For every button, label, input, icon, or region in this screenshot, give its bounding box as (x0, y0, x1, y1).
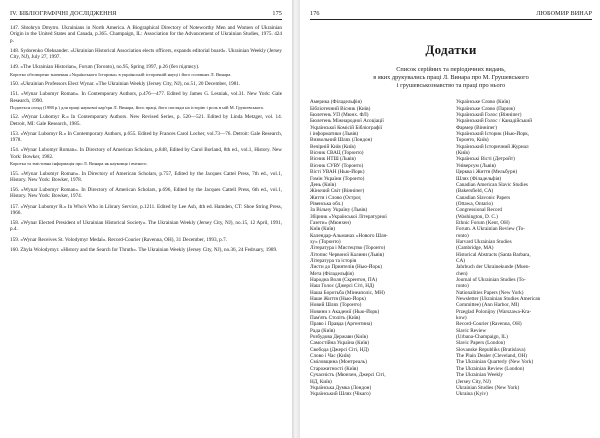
periodical-entry: Український Голос / Канадійський (456, 118, 532, 125)
periodical-entry: (Jersey City, NJ) (456, 378, 491, 385)
periodical-entry: Свобода (Джерсі Сіті, НД) (310, 346, 369, 353)
reference-number: 150. (10, 81, 20, 88)
periodical-entry: ху» (Торонто) (310, 238, 341, 245)
reference-number: 155. (10, 170, 20, 177)
periodical-entry: (Washington, D. C.) (456, 213, 498, 220)
periodicals-column-left (310, 99, 452, 397)
periodical-entry: День (Київ) (310, 181, 336, 188)
reference-annotation: Коротко обговорено значення «Українського Історика» в українській історичній науці і його головних Л. Винара. (10, 71, 232, 77)
periodical-entry: Новий Шлях (Торонто) (310, 302, 362, 309)
reference-text: «Ukrainian Professors Elect Wynar. «The Ukrainian Weekly (Jersey City, NJ), no.51, 20 December, 1981. (20, 81, 241, 88)
reference-number: 158. (10, 220, 20, 227)
periodical-entry: Record-Courier (Ravenna, OH) (456, 321, 522, 328)
periodical-entry: Historical Abstracts (Santa Barbara, (456, 251, 531, 258)
periodical-entry: Сміловщина (Монтреаль) (310, 359, 367, 366)
periodical-entry: Ukrainian Studies (New York) (456, 384, 520, 391)
reference-entry (10, 220, 282, 233)
reference-text: Sydorenko Oleksander. «Ukrainian Historical Association elects officers, expands editorial board». Ukrainian Weekly (Jersey City, NJ), July 27, 1997. (10, 47, 282, 60)
appendix-title: Додатки (425, 42, 477, 57)
periodical-entry: CA) (456, 257, 465, 264)
reference-entry (10, 147, 282, 166)
book-gutter (292, 0, 300, 438)
periodical-entry: Український Історичний Журнал (456, 143, 529, 150)
reference-text: «Wynar Lubomyr R.» In Contemporary Authors. New Revised Series, p. 520—521. Edited by Linda Metzger, vol. 14. Detroit, MI: Gale Research, 1985. (10, 114, 283, 127)
reference-entry (10, 131, 282, 144)
left-page (0, 0, 292, 438)
periodical-entry: ronto) (456, 283, 469, 290)
periodical-entry: Визвольний Шлях (Лондон) (310, 137, 373, 144)
section-title: IV. БІБЛІОГРАФІЧНІ ДОСЛІДЖЕННЯ (10, 10, 117, 17)
periodical-entry: Сучасність (Мюнхен, Джерсі Сіті, (310, 372, 386, 379)
periodical-entry: Slavic Papers (London) (456, 340, 505, 347)
periodical-entry: Українське Слово (Київ) (456, 99, 511, 106)
reference-entry (10, 91, 282, 110)
reference-entry (10, 204, 282, 217)
reference-number: 160. (10, 246, 20, 253)
periodical-entry: Київ (Київ) (310, 226, 336, 233)
reference-number: 154. (10, 147, 20, 154)
reference-number: 151. (10, 91, 20, 98)
intro-line: і грушевськознавство та праці про нього (396, 81, 506, 89)
right-running-header (310, 10, 592, 20)
periodical-entry: Українська Думка (Лондон) (310, 384, 372, 391)
periodical-entry: ronto) (456, 232, 469, 239)
reference-text: «Wynar Lubomyr Roman». In Directory of American Scholars, p.757, Edited by the Jacques Cattel Press, 7th ed., vol.1, History. New York: Bowker, 1978. (10, 170, 283, 183)
periodical-entry: Шлях (Філадельфія) (456, 175, 502, 182)
reference-text: «Wynar Elected President of Ukrainian Historical Society». The Ukrainian Weekly (Jersey City, NJ), no.15, 12 April, 1991, p.4. (10, 220, 282, 233)
periodical-entry: Przeglad Polonijny (Warszawa-Kra- (456, 308, 532, 315)
periodical-entry: Вісник НТШ (Львів) (310, 156, 356, 163)
periodical-entry: Газети» (Мюнхен) (310, 219, 351, 226)
periodical-entry: Бюлетень Міжнародної Асоціації (310, 118, 384, 125)
intro-line: Список серійних та періодичних видань, (396, 66, 506, 73)
periodical-entry: (Ottawa, Ontario) (456, 200, 493, 207)
periodical-entry: (Cambridge, MA) (456, 245, 494, 252)
periodical-entry: Наша Боротьба (Мінеаполіс, МН) (310, 289, 385, 296)
reference-entry (10, 48, 282, 61)
periodical-entry: (Bakersfield, CA) (456, 188, 494, 195)
periodical-entry: Української Комісій Бібліографії (310, 124, 383, 131)
periodical-entry: Старожитності (Київ) (310, 365, 359, 372)
left-running-header (10, 10, 282, 20)
periodical-entry: kow) (456, 315, 467, 322)
reference-entry (10, 187, 282, 200)
appendix-intro (310, 66, 592, 89)
periodical-entry: Листи до Приятелів (Нью-Йорк) (310, 264, 382, 271)
periodical-entry: Jahrbuch der Ukrainekunde (Muen- (456, 264, 531, 271)
reference-entry (10, 25, 282, 44)
periodical-entry: За Вільну Україну (Львів) (310, 207, 368, 214)
periodical-entry: Література та історія (310, 257, 357, 264)
periodical-entry: Пам'ять Століть (Київ) (310, 315, 361, 322)
periodical-entry: (Київ) (456, 150, 470, 157)
periodical-entry: Календар-Альманах «Нового Шля- (310, 232, 388, 239)
periodical-entry: Розбудова Держави (Київ) (310, 334, 368, 341)
reference-number: 149. (10, 64, 20, 71)
reference-entry (10, 64, 282, 77)
reference-text: «Wynar Lubomyr Roman». In Directory of American Scholars, p.696, Edited by the Jacques Cattell Press, 6th ed., vol.1, History. New York: Bowker, 1974. (10, 187, 282, 200)
reference-number: 147. (10, 25, 20, 31)
periodical-entry: Рівенська обл.) (310, 200, 344, 207)
periodical-entry: Літопис Червоної Калини (Львів) (310, 251, 384, 258)
periodical-entry: Nationalities Papers (New York) (456, 289, 524, 296)
reference-number: 156. (10, 187, 20, 194)
author-name: ЛЮБОМИР ВИНАР (536, 10, 592, 17)
periodical-entry: Congressional Record (456, 207, 502, 214)
periodical-entry: Journal of Ukrainian Studies (To- (456, 277, 526, 284)
periodical-entry: Canadian American Slavic Studies (456, 181, 528, 188)
periodical-entry: Бібліотечний Вісник (Київ) (310, 105, 371, 112)
periodical-entry: Самостійна Україна (Київ) (310, 340, 369, 347)
periodical-entry: Вечірній Київ (Київ) (310, 143, 356, 150)
periodical-entry: Церква і Життя (Мельбурн) (456, 169, 518, 176)
periodical-entry: Українське Слово (Париж) (456, 105, 515, 112)
reference-annotation: Коротка та змістовна інформація про Л. Винара як науковця і вченого. (10, 160, 148, 166)
reference-annotation: Подається огляд (1988 р.) для праці наукової кар'єри Л. Винара, його праці, його погляди на історію і роль в ній М. Грушевського. (10, 104, 265, 110)
reference-text: Shtohryn Dmytro. Ukrainians in North America. A Biographical Directory of Noteworthy Men and Women of Ukrainian Origin in the United States and Canada, p.365. Champaign, IL: Association for the Advancement of Ukrainian Studies, 1975. 424 p. (10, 25, 283, 44)
reference-number: 159. (10, 236, 20, 243)
periodical-entry: Committee) (Ann Harbor, MI) (456, 302, 520, 309)
periodical-entry: Українські Вісті (Детройт) (456, 156, 515, 163)
reference-number: 148. (10, 47, 20, 54)
right-page (300, 0, 600, 438)
periodical-entry: The Ukrainian Weekly (456, 372, 504, 379)
periodical-entry: Вісті УВАН (Нью-Йорк) (310, 169, 365, 176)
reference-entry (10, 171, 282, 184)
periodical-entry: Торонто, Київ) (456, 137, 489, 144)
periodical-entry: The Ukrainian Quarterly (New York) (456, 359, 534, 366)
reference-text: «Wynar Lubomyr Roman». In Contemporary Authors, p.476—477. Edited by James G. Lesniak, vol.31. New York: Gale Research, 1990. (10, 91, 282, 104)
periodical-entry: Гомін України (Торонто) (310, 175, 365, 182)
reference-text: «Wynar Receives St. Volodymyr Medal». Record-Courier (Ravenna, OH), 31 December, 1993, p.7. (20, 236, 227, 243)
periodical-entry: The Plain Dealer (Cleveland, OH) (456, 353, 528, 360)
periodical-entry: Література і Мистецтво (Торонто) (310, 245, 386, 252)
reference-text: «Wynar Lubomyr Roman». In Directory of American Scholars, p.848, Edited by Carol Borland, 8th ed., vol.1, History. New York: Bowker, 1982. (10, 147, 283, 160)
periodical-entry: Новини з Академії (Нью-Йорк) (310, 308, 380, 315)
periodicals-list (310, 99, 592, 397)
periodical-entry: Вісник СВАЦ (Торонто) (310, 150, 364, 157)
periodical-entry: Життя і Слово (Острог, (310, 194, 362, 201)
periodical-entry: Slovanske Republiks (Bratislava) (456, 346, 526, 353)
periodical-entry: Право і Правда (Аргентина) (310, 321, 372, 328)
reference-number: 153. (10, 130, 20, 137)
reference-entry (10, 237, 282, 243)
periodical-entry: (Urbana-Champaign, IL) (456, 334, 508, 341)
periodical-entry: Forum. A Ukrainian Review (To- (456, 226, 525, 233)
intro-line: в яких друкувались праці Л. Винара про М. Грушевського (373, 73, 529, 81)
periodical-entry: Наш Голос (Джерсі Сіті, НД) (310, 283, 375, 290)
reference-entry (10, 114, 282, 127)
reference-number: 152. (10, 114, 20, 121)
periodical-entry: Америка (Філадельфія) (310, 99, 362, 106)
periodical-entry: і інформатики (Львів) (310, 131, 359, 138)
periodical-entry: Універсум (Львів) (456, 162, 496, 169)
periodical-entry: Жіночий Світ (Вінніпег) (310, 188, 365, 195)
reference-list (10, 25, 282, 253)
left-page-number: 175 (272, 10, 282, 17)
periodical-entry: Бюлетень УП (Мюнх. ФЛ) (310, 112, 369, 119)
periodical-entry: Newsletter (Ukrainian Studies American (456, 296, 541, 303)
periodical-entry: Мета (Філадельфія) (310, 270, 354, 277)
periodical-entry: Фармер (Вінніпег) (456, 124, 497, 131)
periodical-entry: Слово і Час (Київ) (310, 353, 351, 360)
periodical-entry: Рада (Київ) (310, 327, 336, 334)
reference-entry (10, 247, 282, 253)
periodical-entry: Наше Життя (Нью-Йорк) (310, 296, 366, 303)
reference-text: Zhyla Wolodymyr. «History and the Search for Thruth». The Ukrainian Weekly (Jersey City, NJ), no.36, 24 Fedruary, 1989. (20, 246, 278, 253)
periodical-entry: Збірник «Української Літературної (310, 213, 387, 220)
reference-entry (10, 81, 282, 87)
reference-text: «Wynar Lubomyr R.» In Contemporary Authors, p.655. Edited by Frances Carol Locher, vol.73—76. Detroit: Gale Research, 1978. (10, 130, 282, 144)
periodical-entry: The Ukrainian Review (London) (456, 365, 525, 372)
periodical-entry: Народна Воля (Скрентон, ПА) (310, 277, 378, 284)
periodical-entry: Український Голос (Вінніпег) (456, 112, 522, 119)
periodical-entry: Slavic Review (456, 327, 487, 334)
reference-number: 157. (10, 203, 20, 210)
right-page-number: 176 (310, 10, 320, 17)
periodical-entry: Harvard Ukrainian Studies (456, 238, 512, 245)
reference-text: «The Ukrainian Historian», Forum (Toronto), no.95, Spring 1997, p.26 (без підпису). (20, 64, 200, 71)
periodical-entry: Український Шлях (Чікаго) (310, 391, 371, 398)
periodicals-column-right (452, 99, 592, 397)
periodical-entry: Ethnic Forum (Kent, OH) (456, 219, 510, 226)
periodical-entry: Вісник СУВУ (Торонто) (310, 162, 364, 169)
periodical-entry: Ukraina (Kyiv) (456, 391, 488, 398)
periodical-entry: НД, Київ) (310, 378, 332, 385)
reference-text: «Wynar Lubomyr R.» In Who's Who in Library Service, p.1211. Edited by Lee Ash, 4th ed. Hamden, CT: Shoe String Press, 1966. (10, 203, 282, 216)
periodical-entry: Український Історик (Нью-Йорк, (456, 131, 530, 138)
periodical-entry: chen) (456, 270, 468, 277)
periodical-entry: Canadian Slavonic Papers (456, 194, 511, 201)
